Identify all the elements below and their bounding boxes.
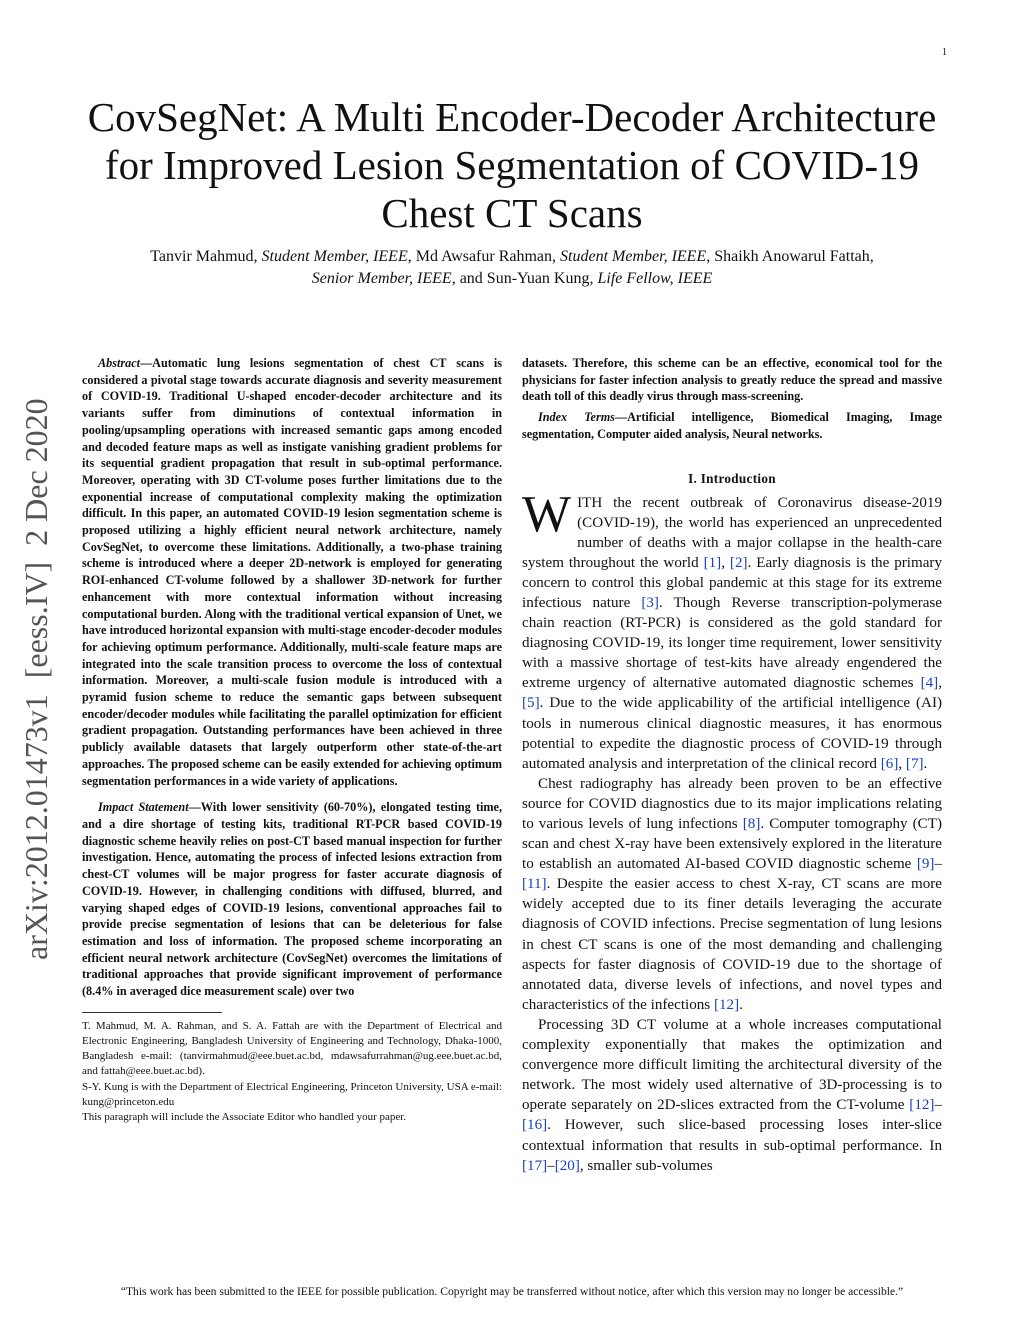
paragraph-text: , [898, 755, 906, 772]
impact-statement [82, 799, 502, 999]
paragraph-text: , smaller sub-volumes [579, 1157, 713, 1174]
citation-link[interactable]: [7] [905, 755, 924, 772]
arxiv-stamp [18, 382, 55, 960]
arxiv-category: [eess.IV] [18, 561, 54, 679]
arxiv-id: arXiv:2012.01473v1 [18, 694, 54, 960]
author-name: , Shaikh Anowarul Fattah, [706, 248, 874, 265]
section-heading: I. Introduction [688, 470, 776, 486]
paragraph-text: – [547, 1157, 555, 1174]
footnotes [82, 1019, 502, 1125]
paragraph-text: . [923, 755, 928, 772]
index-terms-text: —Artificial intelligence, Biomedical Imaging, Image segmentation, Computer aided analysis, Neural networks. [522, 410, 942, 441]
intro-paragraph [522, 1015, 942, 1176]
citation-link[interactable]: [11] [522, 876, 547, 893]
citation-link[interactable]: [9] [916, 856, 935, 873]
paragraph-text: , [721, 554, 730, 571]
impact-label: Impact Statement [98, 800, 189, 815]
paragraph-text: Chest radiography has already been proven to be an effective source for COVID diagnostics due to its major implications relating to various levels of lung infections [522, 775, 942, 833]
intro-paragraph [522, 485, 943, 774]
left-column [82, 355, 502, 1125]
author-list [70, 246, 954, 290]
author-affiliation: Senior Member, IEEE [311, 270, 452, 287]
citation-link[interactable]: [17] [522, 1157, 548, 1174]
citation-link[interactable]: [1] [703, 554, 722, 571]
author-affiliation: Student Member, IEEE [560, 248, 707, 265]
impact-statement-continued: datasets. Therefore, this scheme can be an effective, economical tool for the physicians for faster infection analysis to greatly reduce the spread and massive death toll of this deadly virus through mass-screening. [522, 356, 942, 404]
abstract-text: —Automatic lung lesions segmentation of chest CT scans is considered a pivotal stage towards accurate diagnosis and severity measurement of COVID-19. Traditional U-shaped encoder-decoder architecture and its variants suffer from diminutions of contextual information in pooling/upsampling operations with increased semantic gaps among encoded and decoded feature maps as well as instigate vanishing gradient problems for its sequential gradient propagation that result in sub-optimal performance. Moreover, operating with 3D CT-volume poses further limitations due to the exponential increase of computational complexity making the optimization difficult. In this paper, an automated COVID-19 lesion segmentation scheme is proposed utilizing a highly efficient neural network architecture, namely CovSegNet, to overcome these limitations. Additionally, a two-phase training scheme is introduced where a deeper 2D-network is employed for generating ROI-enhanced CT-volume followed by a shallower 3D-network for further enhancement with more contextual information without increasing computational burden. Along with the traditional vertical expansion of Unet, we have introduced horizontal expansion with multi-stage encoder-decoder modules for achieving optimum performance. Additionally, multi-scale feature maps are integrated into the scale transition process to overcome the loss of contextual information. Moreover, a multi-scale fusion module is introduced with a pyramid fusion scheme to reduce the semantic gaps between subsequent encoder/decoder modules while facilitating the parallel optimization for efficient gradient propagation. Outstanding performances have been achieved in three publicly available datasets that largely outperform other state-of-the-art approaches. The proposed scheme can be easily extended for achieving optimum segmentation performances in a wide variety of applications. [82, 356, 502, 788]
citation-link[interactable]: [20] [554, 1157, 580, 1174]
paragraph-text: . Due to the wide applicability of the artificial intelligence (AI) tools in numerous clinical diagnostic measures, it has enormous potential to expedite the diagnostic process of COVID-19 through automated analysis and interpretation of the clinical record [522, 695, 942, 772]
footnote-affiliation: T. Mahmud, M. A. Rahman, and S. A. Fattah are with the Department of Electrical and Electronic Engineering, Bangladesh University of Engineering and Technology, Dhaka-1000, Bangladesh e-mail: (tanvirmahmud@eee.buet.ac.bd, mdawsafurrahman@ug.eee.buet.ac.bd, and fattah@eee.buet.ac.bd). [82, 1019, 502, 1078]
page-number: 1 [942, 47, 947, 58]
paper-title: CovSegNet: A Multi Encoder-Decoder Architecture for Improved Lesion Segmentation of COVID-19 Chest CT Scans [87, 94, 937, 236]
footnote-affiliation: S-Y. Kung is with the Department of Electrical Engineering, Princeton University, USA e-mail: kung@princeton.edu [82, 1080, 502, 1108]
paragraph-text: Processing 3D CT volume at a whole increases computational complexity exponentially that makes the optimization and convergence more difficult limiting the architectural diversity of the network. The most widely used alternative of 3D-processing is to operate separately on 2D-slices extracted from the CT-volume [522, 1016, 942, 1114]
citation-link[interactable]: [6] [880, 755, 899, 772]
paragraph-text: ITH the recent outbreak of Coronavirus disease-2019 (COVID-19), the world has experienced an unprecedented number of deaths with a major collapse in the health-care system throughout the world [522, 494, 942, 571]
paragraph-text: . [739, 996, 743, 1013]
author-affiliation: Life Fellow, IEEE [597, 270, 713, 287]
right-column [522, 355, 942, 1176]
author-name: , and Sun-Yuan Kung, [451, 270, 598, 287]
citation-link[interactable]: [16] [522, 1117, 548, 1134]
paragraph-text: . Despite the easier access to chest X-ray, CT scans are more widely accepted due to its finer details leveraging the accurate diagnosis of COVID infections. Precise segmentation of lung lesions in chest CT scans is one of the most demanding and challenging aspects for faster diagnosis of COVID-19 due to the shortage of annotated data, diverse levels of infections, and novel types and characteristics of the infections [522, 876, 942, 1013]
index-terms [522, 409, 942, 442]
intro-paragraph [522, 774, 942, 1015]
paragraph-text: – [934, 856, 942, 873]
author-name: , Md Awsafur Rahman, [407, 248, 561, 265]
citation-link[interactable]: [8] [742, 816, 761, 833]
submission-note: “This work has been submitted to the IEEE for possible publication. Copyright may be transferred without notice, after which this version may no longer be accessible.” [120, 1285, 904, 1298]
paragraph-text: . However, such slice-based processing loses inter-slice contextual information that results in sub-optimal performance. In [522, 1117, 942, 1154]
citation-link[interactable]: [3] [641, 594, 659, 611]
impact-text: —With lower sensitivity (60-70%), elongated testing time, and a dire shortage of testing kits, traditional RT-PCR based COVID-19 diagnostic scheme heavily relies on post-CT based manual inspection for further investigation. Hence, automating the process of infected lesions extraction from chest-CT volumes will be major progress for faster accurate diagnosis of COVID-19. However, in challenging conditions with diffused, blurred, and varying shaped edges of COVID-19 lesions, conventional approaches fail to provide precise segmentation of lesions that can be deleterious for false estimation and loss of information. The proposed scheme incorporating an efficient neural network architecture (CovSegNet) overcomes the limitations of traditional approaches that provide significant improvement of performance (8.4% in averaged dice measurement scale) over two [82, 800, 503, 999]
paragraph-text: . Though Reverse transcription-polymerase chain reaction (RT-PCR) is considered as the gold standard for diagnosing COVID-19, its longer time requirement, lower sensitivity with a massive shortage of test-kits have already engendered the extreme urgency of alternative automated diagnostic schemes [522, 594, 942, 692]
author-name: Tanvir Mahmud, [150, 248, 262, 265]
citation-link[interactable]: [2] [729, 554, 748, 571]
arxiv-date: 2 Dec 2020 [18, 398, 54, 546]
paragraph-text: . Computer tomography (CT) scan and chest X-ray have been extensively explored in the literature to establish an automated AI-based COVID diagnostic scheme [522, 816, 942, 873]
citation-link[interactable]: [4] [920, 675, 939, 692]
abstract [82, 355, 502, 789]
paragraph-text: – [934, 1097, 942, 1114]
author-affiliation: Student Member, IEEE [261, 248, 408, 265]
drop-cap: W [522, 485, 572, 543]
abstract-label: Abstract [98, 356, 140, 370]
index-terms-label: Index Terms [538, 410, 615, 425]
footnote-editor: This paragraph will include the Associate Editor who handled your paper. [82, 1110, 407, 1123]
citation-link[interactable]: [12] [713, 996, 740, 1013]
paragraph-text: . Early diagnosis is the primary concern to control this global pandemic at this stage for its extreme infectious nature [522, 554, 943, 611]
footnote-divider [82, 1012, 222, 1013]
paragraph-text: , [938, 675, 942, 692]
citation-link[interactable]: [5] [522, 695, 540, 712]
citation-link[interactable]: [12] [909, 1097, 935, 1114]
